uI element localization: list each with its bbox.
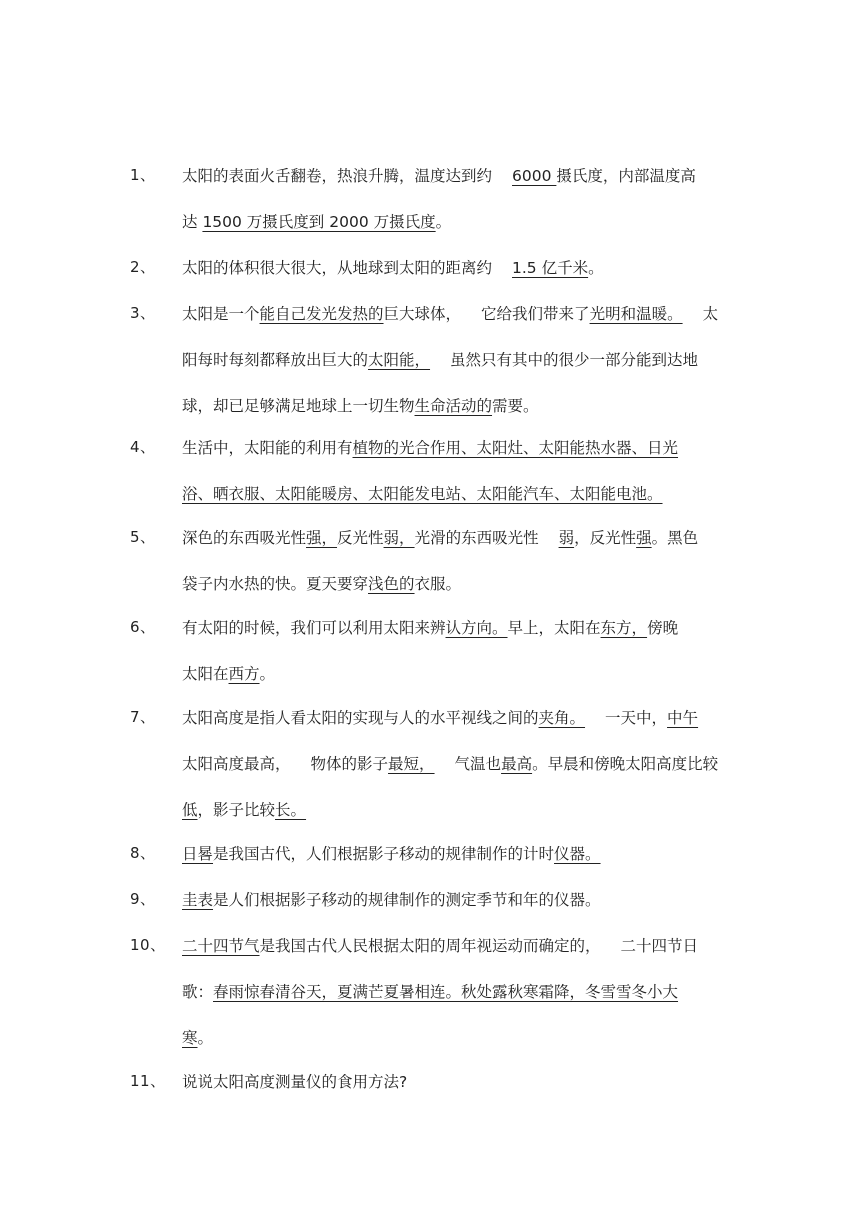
text-line [182,842,730,864]
answer-blank: 中午 [667,709,699,727]
question-text: 衣服。 [414,575,462,593]
question-text: 袋子内水热的快。夏天要穿 [182,575,369,593]
question-text: 太阳在 [182,665,229,683]
question-text: 。 [197,1029,214,1047]
question-text: 太阳的体积很大很大，从地球到太阳的距离约 [182,259,493,277]
answer-blank: 认方向。 [445,619,508,637]
answer-blank: 春雨惊春清谷天，夏满芒夏暑相连。秋处露秋寒霜降，冬雪雪冬小大 [213,983,679,1001]
text-line [182,1070,730,1092]
question-text: 二十四节日 [620,937,699,955]
text-line [182,888,730,910]
answer-blank: 夹角。 [538,709,586,727]
question-text: ，影子比较 [197,801,276,819]
item-number: 6、 [130,618,156,636]
text-line [182,572,730,594]
question-text: 太 [702,305,719,323]
answer-blank: 浅色的 [368,575,415,593]
item-number: 9、 [130,890,156,908]
question-text: 它给我们带来了 [481,305,590,323]
answer-blank: 生命活动的 [414,397,493,415]
question-text: 是我国古代，人们根据影子移动的规律制作的计时 [213,845,555,863]
question-text: 反光性 [337,529,384,547]
answer-blank: 仪器。 [554,845,601,863]
item-number: 5、 [130,528,156,546]
item-number: 10、 [130,936,166,954]
question-text: 。 [435,213,452,231]
question-text: 。黑色 [651,529,699,547]
answer-blank: 二十四节气 [182,937,260,955]
question-text: 球，却已足够满足地球上一切生物 [182,397,415,415]
question-text: 物体的影子 [310,755,389,773]
text-line [182,348,730,370]
answer-blank: 最高 [501,755,533,773]
answer-blank: 太阳能， [368,351,431,369]
text-line [182,706,730,728]
question-text: 太阳是一个 [182,305,260,323]
answer-blank: 最短， [388,755,435,773]
text-line [182,302,730,324]
item-number: 4、 [130,438,156,456]
text-line [182,526,730,548]
text-line [182,210,730,232]
text-line [182,256,730,278]
text-line [182,164,730,186]
answer-blank: 植物的光合作用、太阳灶、太阳能热水器、日光 [352,439,679,457]
text-line [182,980,730,1002]
question-text: 。 [259,665,276,683]
text-line [182,482,730,504]
text-line [182,1026,730,1048]
question-text: 一天中， [605,709,668,727]
item-number: 8、 [130,844,156,862]
answer-blank: 强， [306,529,338,547]
answer-blank: 东方， [600,619,648,637]
text-line [182,752,730,774]
text-line [182,798,730,820]
item-number: 1、 [130,166,156,184]
answer-blank: 寒 [182,1029,198,1047]
question-text: 生活中，太阳能的利用有 [182,439,353,457]
text-line [182,436,730,458]
answer-blank: 光明和温暖。 [589,305,683,323]
text-line [182,934,730,956]
answer-blank: 能自己发光发热的 [259,305,384,323]
answer-blank: 6000 [512,167,557,185]
question-text: 巨大球体， [383,305,462,323]
answer-blank: 长。 [275,801,307,819]
question-text: 。 [588,259,604,277]
question-text: 歌： [182,983,214,1001]
answer-blank: 浴、晒衣服、太阳能暖房、太阳能发电站、太阳能汽车、太阳能电池。 [182,485,663,503]
item-number: 7、 [130,708,156,726]
answer-blank: 1.5 亿千米 [512,259,589,277]
question-text: 太阳高度最高， [182,755,291,773]
answer-blank: 弱， [383,529,415,547]
text-line [182,662,730,684]
question-text: 摄氏度，内部温度高 [556,167,696,185]
question-text: 气温也 [454,755,502,773]
question-text: 是人们根据影子移动的规律制作的测定季节和年的仪器。 [213,891,601,909]
question-text: 有太阳的时候，我们可以利用太阳来辨 [182,619,446,637]
question-text: 傍晚 [647,619,679,637]
answer-blank: 强 [636,529,652,547]
question-text: 说说太阳高度测量仪的食用方法? [182,1073,408,1091]
question-text: 阳每时每刻都释放出巨大的 [182,351,369,369]
question-text: ，反光性 [574,529,637,547]
answer-blank: 低 [182,801,198,819]
question-text: 虽然只有其中的很少一部分能到达地 [450,351,699,369]
item-number: 11、 [130,1072,166,1090]
answer-blank: 西方 [228,665,260,683]
question-text: 。早晨和傍晚太阳高度比较 [532,755,719,773]
item-number: 3、 [130,304,156,322]
question-text: 早上，太阳在 [507,619,601,637]
question-text: 需要。 [492,397,539,415]
text-line [182,616,730,638]
question-text: 是我国古代人民根据太阳的周年视运动而确定的， [259,937,601,955]
answer-blank: 圭表 [182,891,214,909]
question-text: 深色的东西吸光性 [182,529,307,547]
answer-blank: 日晷 [182,845,214,863]
question-text: 光滑的东西吸光性 [414,529,539,547]
item-number: 2、 [130,258,156,276]
answer-blank: 弱 [558,529,575,547]
text-line [182,394,730,416]
answer-blank: 1500 万摄氏度到 2000 万摄氏度 [202,213,436,231]
question-text: 达 [182,213,203,231]
question-text: 太阳的表面火舌翻卷，热浪升腾，温度达到约 [182,167,493,185]
question-text: 太阳高度是指人看太阳的实现与人的水平视线之间的 [182,709,539,727]
